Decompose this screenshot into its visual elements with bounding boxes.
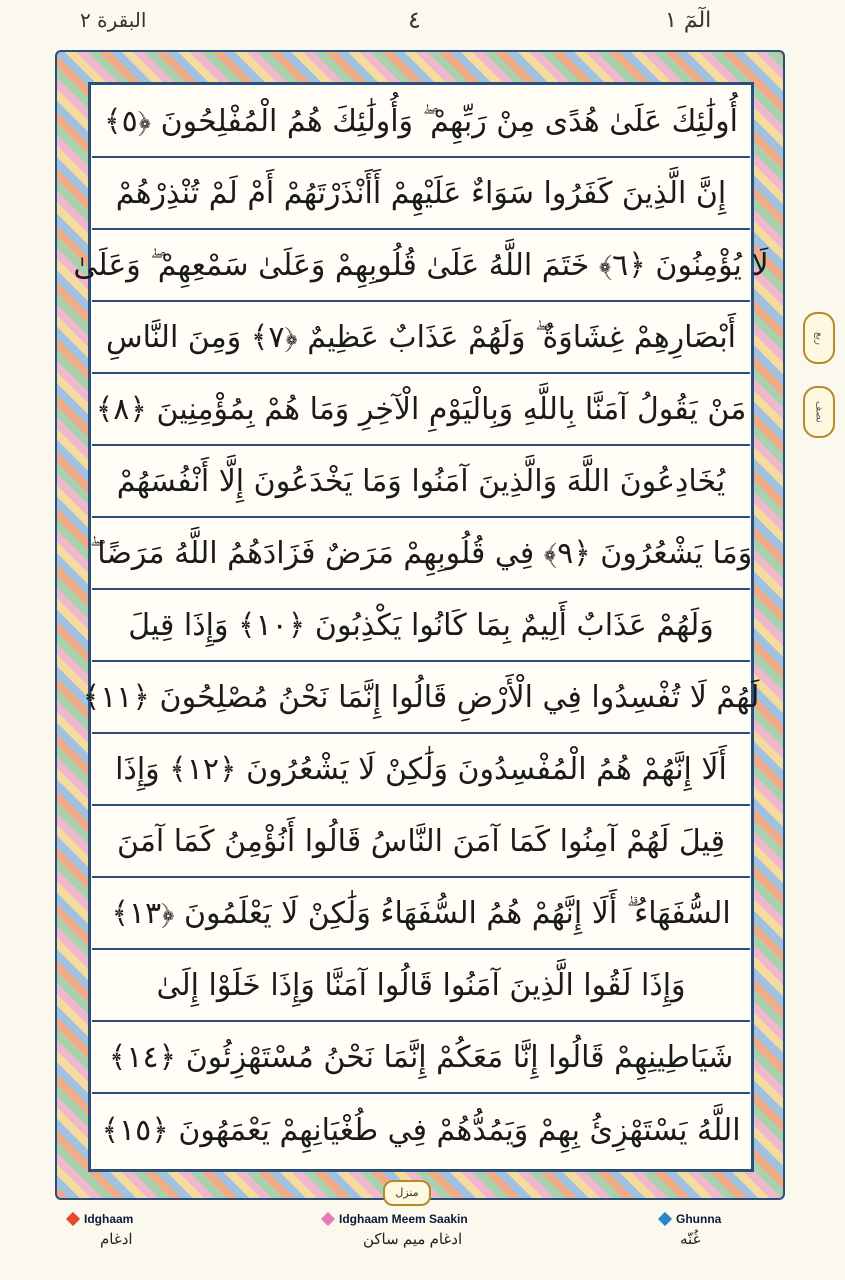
diamond-icon bbox=[321, 1212, 335, 1226]
rub-marker: ربع bbox=[803, 312, 835, 364]
quran-text-area bbox=[73, 86, 769, 1168]
text-line: أُولَٰئِكَ عَلَىٰ هُدًى مِنْ رَبِّهِمْ ۖ وَأُولَٰئِكَ هُمُ الْمُفْلِحُونَ ﴿٥﴾ bbox=[92, 86, 750, 158]
legend-idghaam bbox=[68, 1210, 133, 1248]
diamond-icon bbox=[66, 1212, 80, 1226]
text-line: مَنْ يَقُولُ آمَنَّا بِاللَّهِ وَبِالْيَوْمِ الْآخِرِ وَمَا هُمْ بِمُؤْمِنِينَ ﴿٨﴾ bbox=[92, 374, 750, 446]
text-line: شَيَاطِينِهِمْ قَالُوا إِنَّا مَعَكُمْ إِنَّمَا نَحْنُ مُسْتَهْزِئُونَ ﴿١٤﴾ bbox=[92, 1022, 750, 1094]
diamond-icon bbox=[658, 1212, 672, 1226]
juz-label: الٓمٓ ١ bbox=[665, 8, 712, 33]
legend-label-en: Ghunna bbox=[676, 1212, 722, 1226]
text-line: وَإِذَا لَقُوا الَّذِينَ آمَنُوا قَالُوا آمَنَّا وَإِذَا خَلَوْا إِلَىٰ bbox=[92, 950, 750, 1022]
text-line: لَا يُؤْمِنُونَ ﴿٦﴾ خَتَمَ اللَّهُ عَلَىٰ قُلُوبِهِمْ وَعَلَىٰ سَمْعِهِمْ ۖ وَعَلَىٰ bbox=[92, 230, 750, 302]
manzil-marker: منزل bbox=[383, 1180, 431, 1206]
text-line: يُخَادِعُونَ اللَّهَ وَالَّذِينَ آمَنُوا وَمَا يَخْدَعُونَ إِلَّا أَنْفُسَهُمْ bbox=[92, 446, 750, 518]
page-number: ٤ bbox=[408, 6, 421, 34]
legend-label-ar: ادغام میم ساکن bbox=[363, 1231, 463, 1248]
text-line: وَمَا يَشْعُرُونَ ﴿٩﴾ فِي قُلُوبِهِمْ مَرَضٌ فَزَادَهُمُ اللَّهُ مَرَضًا ۖ bbox=[92, 518, 750, 590]
legend-label-ar: ادغام bbox=[100, 1231, 133, 1248]
text-line: قِيلَ لَهُمْ آمِنُوا كَمَا آمَنَ النَّاسُ قَالُوا أَنُؤْمِنُ كَمَا آمَنَ bbox=[92, 806, 750, 878]
legend-label-en: Idghaam Meem Saakin bbox=[339, 1212, 468, 1226]
text-line: السُّفَهَاءُ ۗ أَلَا إِنَّهُمْ هُمُ السُّفَهَاءُ وَلَٰكِنْ لَا يَعْلَمُونَ ﴿١٣﴾ bbox=[92, 878, 750, 950]
text-line: أَبْصَارِهِمْ غِشَاوَةٌ ۖ وَلَهُمْ عَذَابٌ عَظِيمٌ ﴿٧﴾ وَمِنَ النَّاسِ bbox=[92, 302, 750, 374]
text-line: وَلَهُمْ عَذَابٌ أَلِيمٌ بِمَا كَانُوا يَكْذِبُونَ ﴿١٠﴾ وَإِذَا قِيلَ bbox=[92, 590, 750, 662]
surah-label: البقرة ٢ bbox=[80, 8, 147, 32]
text-line: اللَّهُ يَسْتَهْزِئُ بِهِمْ وَيَمُدُّهُمْ فِي طُغْيَانِهِمْ يَعْمَهُونَ ﴿١٥﴾ bbox=[101, 1112, 741, 1148]
legend-label-en: Idghaam bbox=[84, 1212, 134, 1226]
nisf-marker: نصف bbox=[803, 386, 835, 438]
legend-label-ar: غُنّه bbox=[680, 1231, 701, 1248]
text-line: لَهُمْ لَا تُفْسِدُوا فِي الْأَرْضِ قَالُوا إِنَّمَا نَحْنُ مُصْلِحُونَ ﴿١١﴾ bbox=[92, 662, 750, 734]
text-line: إِنَّ الَّذِينَ كَفَرُوا سَوَاءٌ عَلَيْهِمْ أَأَنْذَرْتَهُمْ أَمْ لَمْ تُنْذِرْهُمْ bbox=[92, 158, 750, 230]
legend-ghunna bbox=[660, 1210, 721, 1248]
legend-idghaam-meem bbox=[323, 1210, 468, 1248]
text-line: أَلَا إِنَّهُمْ هُمُ الْمُفْسِدُونَ وَلَٰكِنْ لَا يَشْعُرُونَ ﴿١٢﴾ وَإِذَا bbox=[92, 734, 750, 806]
